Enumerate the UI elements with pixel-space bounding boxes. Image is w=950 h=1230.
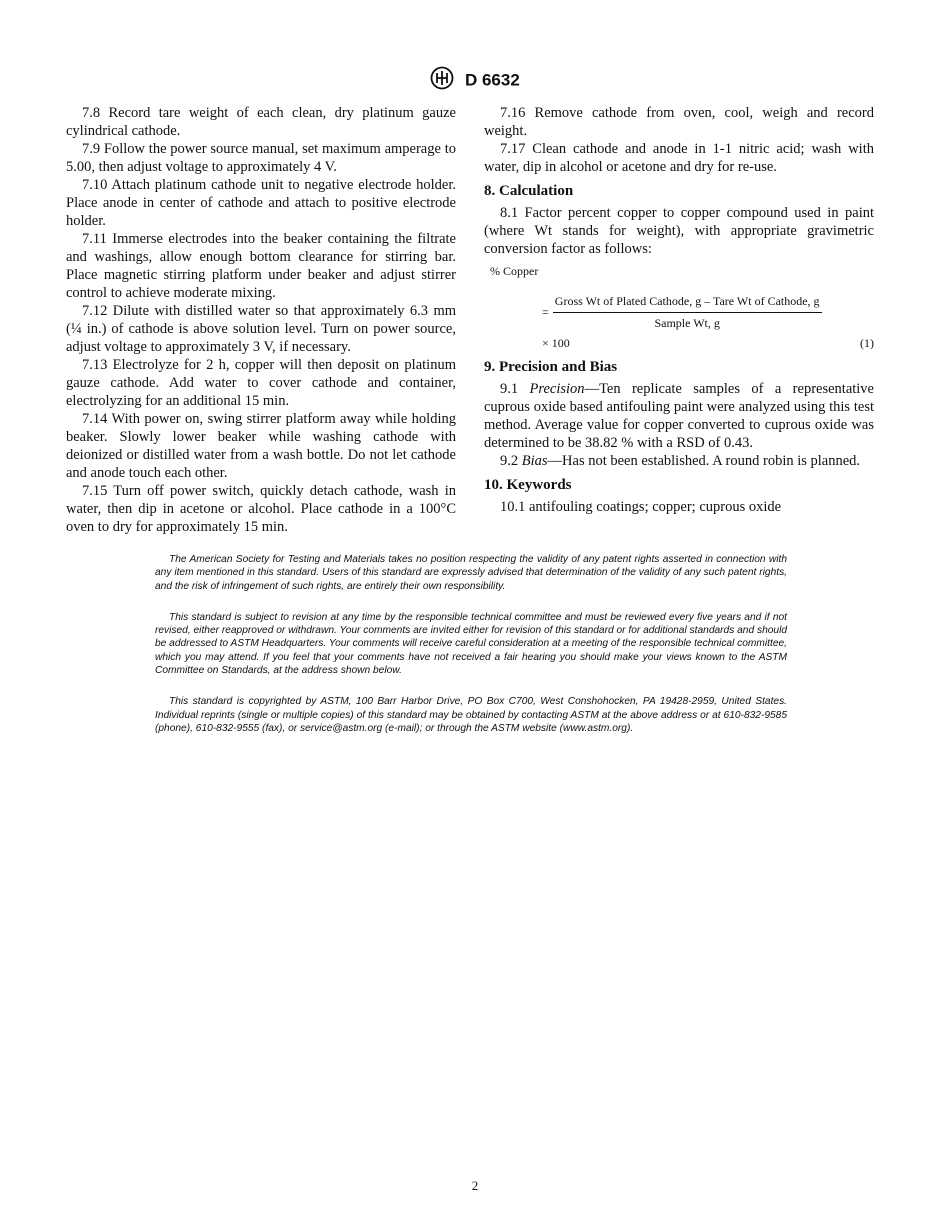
equation-number: (1) — [860, 336, 874, 350]
standard-designation: D 6632 — [464, 70, 520, 90]
paragraph-number: 9.2 — [500, 453, 522, 469]
paragraph-7-11: 7.11 Immerse electrodes into the beaker containing the filtrate and washings, allow enough bottom clearance for stirring bar. Place magnetic stirring platform under beaker and adjust stirrer control to achieve moderate mixing. — [66, 231, 456, 301]
fraction — [553, 292, 822, 332]
paragraph-9-1 — [484, 380, 874, 452]
equals-sign: = — [542, 305, 549, 319]
notice-patent-rights: The American Society for Testing and Materials takes no position respecting the validity of any patent rights asserted in connection with any item mentioned in this standard. Users of this standard are expressly advised that determination of the validity of any such patent rights, and the risk of infringement of such rights, are entirely their own responsibility. — [155, 554, 787, 592]
paragraph-number: 9.1 — [500, 381, 530, 397]
section-heading-calculation: 8. Calculation — [484, 183, 574, 199]
left-column — [66, 104, 456, 536]
paragraph-7-14: 7.14 With power on, swing stirrer platform away while holding beaker. Slowly lower beaker while washing cathode with deionized or distilled water from a wash bottle. Do not let cathode and anode touch each other. — [66, 411, 456, 481]
equation-1 — [484, 262, 874, 352]
page-number: 2 — [471, 1178, 479, 1193]
term-bias: Bias — [521, 453, 548, 469]
paragraph-7-15: 7.15 Turn off power switch, quickly detach cathode, wash in water, then dip in acetone or alcohol. Place cathode in a 100°C oven to dry for approximately 15 min. — [66, 483, 456, 535]
paragraph-7-9: 7.9 Follow the power source manual, set maximum amperage to 5.00, then adjust voltage to approximately 4 V. — [66, 141, 456, 175]
paragraph-7-8: 7.8 Record tare weight of each clean, dry platinum gauze cylindrical cathode. — [66, 105, 456, 139]
paragraph-7-16: 7.16 Remove cathode from oven, cool, weigh and record weight. — [484, 105, 874, 139]
fraction-denominator: Sample Wt, g — [654, 316, 720, 330]
term-precision: Precision — [529, 381, 585, 397]
equation-lhs: % Copper — [490, 264, 539, 278]
notice-revision: This standard is subject to revision at any time by the responsible technical committee and must be reviewed every five years and if not revised, either reapproved or withdrawn. Your comments are invited either for revision of this standard or for additional standards and should be addressed to ASTM Headquarters. Your comments will receive careful consideration at a meeting of the responsible technical committee, which you may attend. If you feel that your comments have not received a fair hearing you should make your views known to the ASTM Committee on Standards, at the address shown below. — [155, 611, 787, 677]
paragraph-7-13: 7.13 Electrolyze for 2 h, copper will then deposit on platinum gauze cathode. Add water to cover cathode and container, electrolyzing for an additional 15 min. — [66, 357, 456, 409]
paragraph-8-1: 8.1 Factor percent copper to copper compound used in paint (where Wt stands for weight), with appropriate gravimetric conversion factor as follows: — [484, 205, 874, 257]
fraction-numerator: Gross Wt of Plated Cathode, g – Tare Wt of Cathode, g — [553, 292, 822, 313]
paragraph-9-2 — [484, 452, 874, 470]
page-header — [0, 66, 950, 95]
equation-multiplier: × 100 — [542, 336, 570, 350]
paragraph-10-1: 10.1 antifouling coatings; copper; cuprous oxide — [500, 499, 782, 515]
paragraph-text: —Ten replicate samples of a representative cuprous oxide based antifouling paint were analyzed using this test method. Average value for copper converted to cuprous oxide was determined to be 38.82 % with a RSD of 0.43. — [484, 381, 874, 451]
paragraph-7-17: 7.17 Clean cathode and anode in 1-1 nitric acid; wash with water, dip in alcohol or acetone and dry for re-use. — [484, 141, 874, 175]
paragraph-text: —Has not been established. A round robin is planned. — [547, 453, 861, 469]
paragraph-7-12: 7.12 Dilute with distilled water so that approximately 6.3 mm (¼ in.) of cathode is above solution level. Turn on power source, adjust voltage to approximately 3 V, if necessary. — [66, 303, 456, 355]
right-column — [484, 104, 874, 516]
astm-logo-icon — [430, 66, 454, 95]
legal-notices — [155, 553, 787, 753]
notice-copyright: This standard is copyrighted by ASTM, 100 Barr Harbor Drive, PO Box C700, West Conshohocken, PA 19428-2959, United States. Individual reprints (single or multiple copies) of this standard may be obtained by contacting ASTM at the above address or at 610-832-9585 (phone), 610-832-9555 (fax), or service@astm.org (e-mail); or through the ASTM website (www.astm.org). — [155, 696, 787, 734]
section-heading-precision-bias: 9. Precision and Bias — [484, 359, 618, 375]
paragraph-7-10: 7.10 Attach platinum cathode unit to negative electrode holder. Place anode in center of cathode and attach to positive electrode holder. — [66, 177, 456, 229]
section-heading-keywords: 10. Keywords — [484, 477, 572, 493]
